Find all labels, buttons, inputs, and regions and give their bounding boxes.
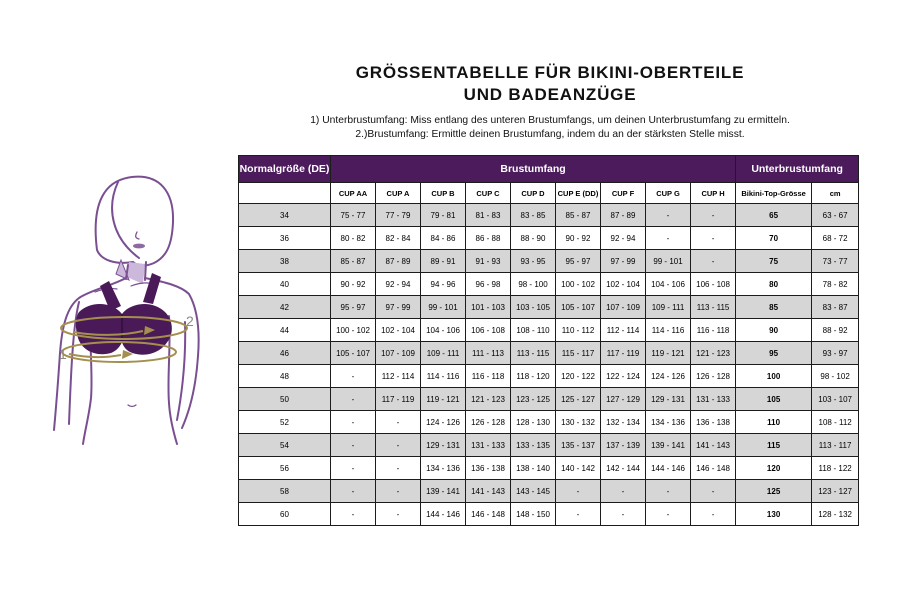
cup-f-cell: 142 - 144 xyxy=(601,457,646,480)
cup-d-cell: 108 - 110 xyxy=(511,319,556,342)
cup-e-dd-cell: 100 - 102 xyxy=(556,273,601,296)
cm-cell: 103 - 107 xyxy=(812,388,859,411)
bikini-top-size-cell: 100 xyxy=(736,365,812,388)
cup-f-cell: 137 - 139 xyxy=(601,434,646,457)
table-row xyxy=(239,503,859,526)
bikini-top-size-cell: 80 xyxy=(736,273,812,296)
table-row xyxy=(239,204,859,227)
cup-aa-cell: 90 - 92 xyxy=(331,273,376,296)
cup-d-cell: 103 - 105 xyxy=(511,296,556,319)
cup-e-dd-cell: - xyxy=(556,503,601,526)
cup-aa-cell: 75 - 77 xyxy=(331,204,376,227)
cup-h-cell: 106 - 108 xyxy=(691,273,736,296)
bust-marker-label: 2 xyxy=(186,313,194,329)
cup-h-cell: - xyxy=(691,204,736,227)
table-row xyxy=(239,273,859,296)
cm-cell: 73 - 77 xyxy=(812,250,859,273)
cup-g-cell: 144 - 146 xyxy=(646,457,691,480)
cup-b-cell: 79 - 81 xyxy=(421,204,466,227)
cup-aa-cell: 80 - 82 xyxy=(331,227,376,250)
cup-g-cell: 99 - 101 xyxy=(646,250,691,273)
size-cell: 52 xyxy=(239,411,331,434)
cup-h-cell: 146 - 148 xyxy=(691,457,736,480)
cup-c-cell: 116 - 118 xyxy=(466,365,511,388)
header-cols-row xyxy=(239,183,859,204)
navel xyxy=(128,405,136,407)
cup-aa-cell: 100 - 102 xyxy=(331,319,376,342)
hair-outline xyxy=(96,177,173,266)
cup-g-cell: - xyxy=(646,204,691,227)
size-cell: 46 xyxy=(239,342,331,365)
cup-g-cell: 119 - 121 xyxy=(646,342,691,365)
cm-cell: 98 - 102 xyxy=(812,365,859,388)
size-cell: 40 xyxy=(239,273,331,296)
cup-d-cell: 98 - 100 xyxy=(511,273,556,296)
cup-a-cell: - xyxy=(376,503,421,526)
cup-b-cell: 129 - 131 xyxy=(421,434,466,457)
size-cell: 44 xyxy=(239,319,331,342)
cup-e-dd-cell: 105 - 107 xyxy=(556,296,601,319)
bikini-top-size-cell: 125 xyxy=(736,480,812,503)
cup-d-cell: 93 - 95 xyxy=(511,250,556,273)
cup-c-cell: 111 - 113 xyxy=(466,342,511,365)
cup-h-cell: - xyxy=(691,503,736,526)
table-row xyxy=(239,250,859,273)
cup-e-dd-cell: 140 - 142 xyxy=(556,457,601,480)
cup-h-cell: - xyxy=(691,480,736,503)
cm-cell: 93 - 97 xyxy=(812,342,859,365)
cup-c-cell: 141 - 143 xyxy=(466,480,511,503)
cup-e-dd-cell: 85 - 87 xyxy=(556,204,601,227)
cup-a-cell: 92 - 94 xyxy=(376,273,421,296)
cup-e-dd-cell: 95 - 97 xyxy=(556,250,601,273)
cup-g-cell: 129 - 131 xyxy=(646,388,691,411)
page-title-line2: UND BADEANZÜGE xyxy=(463,85,637,105)
cup-d-cell: 143 - 145 xyxy=(511,480,556,503)
bikini-top-size-cell: 115 xyxy=(736,434,812,457)
cup-aa-cell: - xyxy=(331,388,376,411)
header-cup-b: CUP B xyxy=(421,183,466,204)
cup-d-cell: 83 - 85 xyxy=(511,204,556,227)
cup-a-cell: - xyxy=(376,480,421,503)
size-cell: 58 xyxy=(239,480,331,503)
lips xyxy=(133,244,145,249)
header-bikini-top-size: Bikini-Top-Grösse xyxy=(736,183,812,204)
cup-g-cell: 104 - 106 xyxy=(646,273,691,296)
cup-f-cell: 127 - 129 xyxy=(601,388,646,411)
right-arm-inner xyxy=(177,322,185,420)
cup-f-cell: - xyxy=(601,480,646,503)
cup-aa-cell: 95 - 97 xyxy=(331,296,376,319)
cup-e-dd-cell: - xyxy=(556,480,601,503)
header-cup-g: CUP G xyxy=(646,183,691,204)
size-cell: 38 xyxy=(239,250,331,273)
cup-f-cell: - xyxy=(601,503,646,526)
cup-aa-cell: - xyxy=(331,457,376,480)
cup-b-cell: 99 - 101 xyxy=(421,296,466,319)
header-cup-f: CUP F xyxy=(601,183,646,204)
bikini-top-size-cell: 90 xyxy=(736,319,812,342)
table-row xyxy=(239,480,859,503)
cup-h-cell: 126 - 128 xyxy=(691,365,736,388)
cup-a-cell: 87 - 89 xyxy=(376,250,421,273)
underbust-tape-arrow-line xyxy=(69,354,121,357)
cup-g-cell: - xyxy=(646,503,691,526)
page-title-line1: GRÖSSENTABELLE FÜR BIKINI-OBERTEILE xyxy=(355,63,745,82)
cup-a-cell: 107 - 109 xyxy=(376,342,421,365)
bikini-top-size-cell: 130 xyxy=(736,503,812,526)
size-cell: 56 xyxy=(239,457,331,480)
header-cup-d: CUP D xyxy=(511,183,556,204)
cup-e-dd-cell: 115 - 117 xyxy=(556,342,601,365)
cm-cell: 118 - 122 xyxy=(812,457,859,480)
cup-a-cell: - xyxy=(376,457,421,480)
cup-f-cell: 97 - 99 xyxy=(601,250,646,273)
header-cup-a: CUP A xyxy=(376,183,421,204)
header-cup-e-dd: CUP E (DD) xyxy=(556,183,601,204)
size-cell: 48 xyxy=(239,365,331,388)
cup-g-cell: 109 - 111 xyxy=(646,296,691,319)
cup-e-dd-cell: 90 - 92 xyxy=(556,227,601,250)
header-empty-cell xyxy=(239,183,331,204)
cup-c-cell: 101 - 103 xyxy=(466,296,511,319)
table-row xyxy=(239,365,859,388)
cup-h-cell: 136 - 138 xyxy=(691,411,736,434)
cm-cell: 108 - 112 xyxy=(812,411,859,434)
bikini-top-size-cell: 105 xyxy=(736,388,812,411)
header-cup-aa: CUP AA xyxy=(331,183,376,204)
torso-figure-icon xyxy=(33,158,240,450)
size-cell: 50 xyxy=(239,388,331,411)
cup-g-cell: - xyxy=(646,480,691,503)
cup-c-cell: 91 - 93 xyxy=(466,250,511,273)
cup-f-cell: 102 - 104 xyxy=(601,273,646,296)
cup-e-dd-cell: 110 - 112 xyxy=(556,319,601,342)
cup-aa-cell: - xyxy=(331,411,376,434)
cup-g-cell: 124 - 126 xyxy=(646,365,691,388)
cup-d-cell: 133 - 135 xyxy=(511,434,556,457)
cup-c-cell: 81 - 83 xyxy=(466,204,511,227)
measurement-instructions xyxy=(245,114,855,141)
cup-b-cell: 134 - 136 xyxy=(421,457,466,480)
cup-h-cell: 121 - 123 xyxy=(691,342,736,365)
cup-c-cell: 131 - 133 xyxy=(466,434,511,457)
header-group-row xyxy=(239,156,859,183)
cup-h-cell: - xyxy=(691,250,736,273)
cup-c-cell: 146 - 148 xyxy=(466,503,511,526)
size-cell: 60 xyxy=(239,503,331,526)
table-row xyxy=(239,411,859,434)
instruction-bust: 2.)Brustumfang: Ermittle deinen Brustumfang, indem du an der stärksten Stelle misst. xyxy=(355,128,745,140)
cup-aa-cell: - xyxy=(331,503,376,526)
cup-a-cell: 77 - 79 xyxy=(376,204,421,227)
cup-d-cell: 118 - 120 xyxy=(511,365,556,388)
size-cell: 54 xyxy=(239,434,331,457)
cm-cell: 83 - 87 xyxy=(812,296,859,319)
header-bust-group: Brustumfang xyxy=(331,156,736,183)
bikini-top-size-cell: 95 xyxy=(736,342,812,365)
cup-b-cell: 139 - 141 xyxy=(421,480,466,503)
cup-h-cell: 131 - 133 xyxy=(691,388,736,411)
underbust-marker-label: 1 xyxy=(59,346,67,362)
cup-d-cell: 138 - 140 xyxy=(511,457,556,480)
cup-aa-cell: - xyxy=(331,480,376,503)
size-cell: 36 xyxy=(239,227,331,250)
cup-b-cell: 109 - 111 xyxy=(421,342,466,365)
bikini-top-size-cell: 65 xyxy=(736,204,812,227)
bikini-top-size-cell: 110 xyxy=(736,411,812,434)
cup-f-cell: 117 - 119 xyxy=(601,342,646,365)
cup-b-cell: 144 - 146 xyxy=(421,503,466,526)
cup-a-cell: 82 - 84 xyxy=(376,227,421,250)
cup-c-cell: 121 - 123 xyxy=(466,388,511,411)
cup-c-cell: 96 - 98 xyxy=(466,273,511,296)
cup-b-cell: 114 - 116 xyxy=(421,365,466,388)
cup-aa-cell: 85 - 87 xyxy=(331,250,376,273)
cup-e-dd-cell: 125 - 127 xyxy=(556,388,601,411)
cm-cell: 63 - 67 xyxy=(812,204,859,227)
size-table-body xyxy=(239,204,859,526)
cup-g-cell: 139 - 141 xyxy=(646,434,691,457)
cup-f-cell: 132 - 134 xyxy=(601,411,646,434)
table-row xyxy=(239,319,859,342)
cup-a-cell: - xyxy=(376,434,421,457)
cup-g-cell: 134 - 136 xyxy=(646,411,691,434)
table-row xyxy=(239,388,859,411)
instruction-underbust: 1) Unterbrustumfang: Miss entlang des unteren Brustumfangs, um deinen Unterbrustumfang zu ermitteln. xyxy=(310,115,790,126)
cup-b-cell: 124 - 126 xyxy=(421,411,466,434)
table-row xyxy=(239,296,859,319)
cm-cell: 123 - 127 xyxy=(812,480,859,503)
cup-e-dd-cell: 130 - 132 xyxy=(556,411,601,434)
cup-h-cell: 116 - 118 xyxy=(691,319,736,342)
measurement-illustration xyxy=(33,158,240,450)
cup-aa-cell: - xyxy=(331,434,376,457)
cup-f-cell: 87 - 89 xyxy=(601,204,646,227)
cup-f-cell: 112 - 114 xyxy=(601,319,646,342)
cup-h-cell: 141 - 143 xyxy=(691,434,736,457)
cup-e-dd-cell: 120 - 122 xyxy=(556,365,601,388)
cup-b-cell: 84 - 86 xyxy=(421,227,466,250)
cup-c-cell: 126 - 128 xyxy=(466,411,511,434)
header-cup-c: CUP C xyxy=(466,183,511,204)
cup-a-cell: 117 - 119 xyxy=(376,388,421,411)
cup-b-cell: 89 - 91 xyxy=(421,250,466,273)
bikini-top-size-cell: 70 xyxy=(736,227,812,250)
cm-cell: 128 - 132 xyxy=(812,503,859,526)
cm-cell: 68 - 72 xyxy=(812,227,859,250)
size-table xyxy=(238,155,859,526)
table-row xyxy=(239,457,859,480)
header-underbust-group: Unterbrustumfang xyxy=(736,156,859,183)
size-cell: 42 xyxy=(239,296,331,319)
cup-b-cell: 94 - 96 xyxy=(421,273,466,296)
cup-c-cell: 136 - 138 xyxy=(466,457,511,480)
cup-b-cell: 119 - 121 xyxy=(421,388,466,411)
cup-g-cell: - xyxy=(646,227,691,250)
cup-c-cell: 86 - 88 xyxy=(466,227,511,250)
bikini-top-size-cell: 120 xyxy=(736,457,812,480)
bikini-top-size-cell: 85 xyxy=(736,296,812,319)
cm-cell: 88 - 92 xyxy=(812,319,859,342)
cup-d-cell: 113 - 115 xyxy=(511,342,556,365)
bra-cups xyxy=(76,304,172,355)
cup-aa-cell: - xyxy=(331,365,376,388)
header-cm: cm xyxy=(812,183,859,204)
page-title xyxy=(245,62,855,106)
size-cell: 34 xyxy=(239,204,331,227)
cup-a-cell: - xyxy=(376,411,421,434)
cup-c-cell: 106 - 108 xyxy=(466,319,511,342)
cup-e-dd-cell: 135 - 137 xyxy=(556,434,601,457)
cup-d-cell: 88 - 90 xyxy=(511,227,556,250)
cup-d-cell: 148 - 150 xyxy=(511,503,556,526)
cup-f-cell: 92 - 94 xyxy=(601,227,646,250)
cup-f-cell: 107 - 109 xyxy=(601,296,646,319)
bikini-top-size-cell: 75 xyxy=(736,250,812,273)
table-row xyxy=(239,227,859,250)
cup-g-cell: 114 - 116 xyxy=(646,319,691,342)
cup-d-cell: 123 - 125 xyxy=(511,388,556,411)
cup-aa-cell: 105 - 107 xyxy=(331,342,376,365)
table-row xyxy=(239,434,859,457)
cup-b-cell: 104 - 106 xyxy=(421,319,466,342)
cup-f-cell: 122 - 124 xyxy=(601,365,646,388)
header-cup-h: CUP H xyxy=(691,183,736,204)
cup-h-cell: - xyxy=(691,227,736,250)
cup-d-cell: 128 - 130 xyxy=(511,411,556,434)
cm-cell: 113 - 117 xyxy=(812,434,859,457)
cup-h-cell: 113 - 115 xyxy=(691,296,736,319)
header-size-col: Normalgröße (DE) xyxy=(239,156,331,183)
cm-cell: 78 - 82 xyxy=(812,273,859,296)
cup-a-cell: 112 - 114 xyxy=(376,365,421,388)
cup-a-cell: 97 - 99 xyxy=(376,296,421,319)
cup-a-cell: 102 - 104 xyxy=(376,319,421,342)
table-row xyxy=(239,342,859,365)
